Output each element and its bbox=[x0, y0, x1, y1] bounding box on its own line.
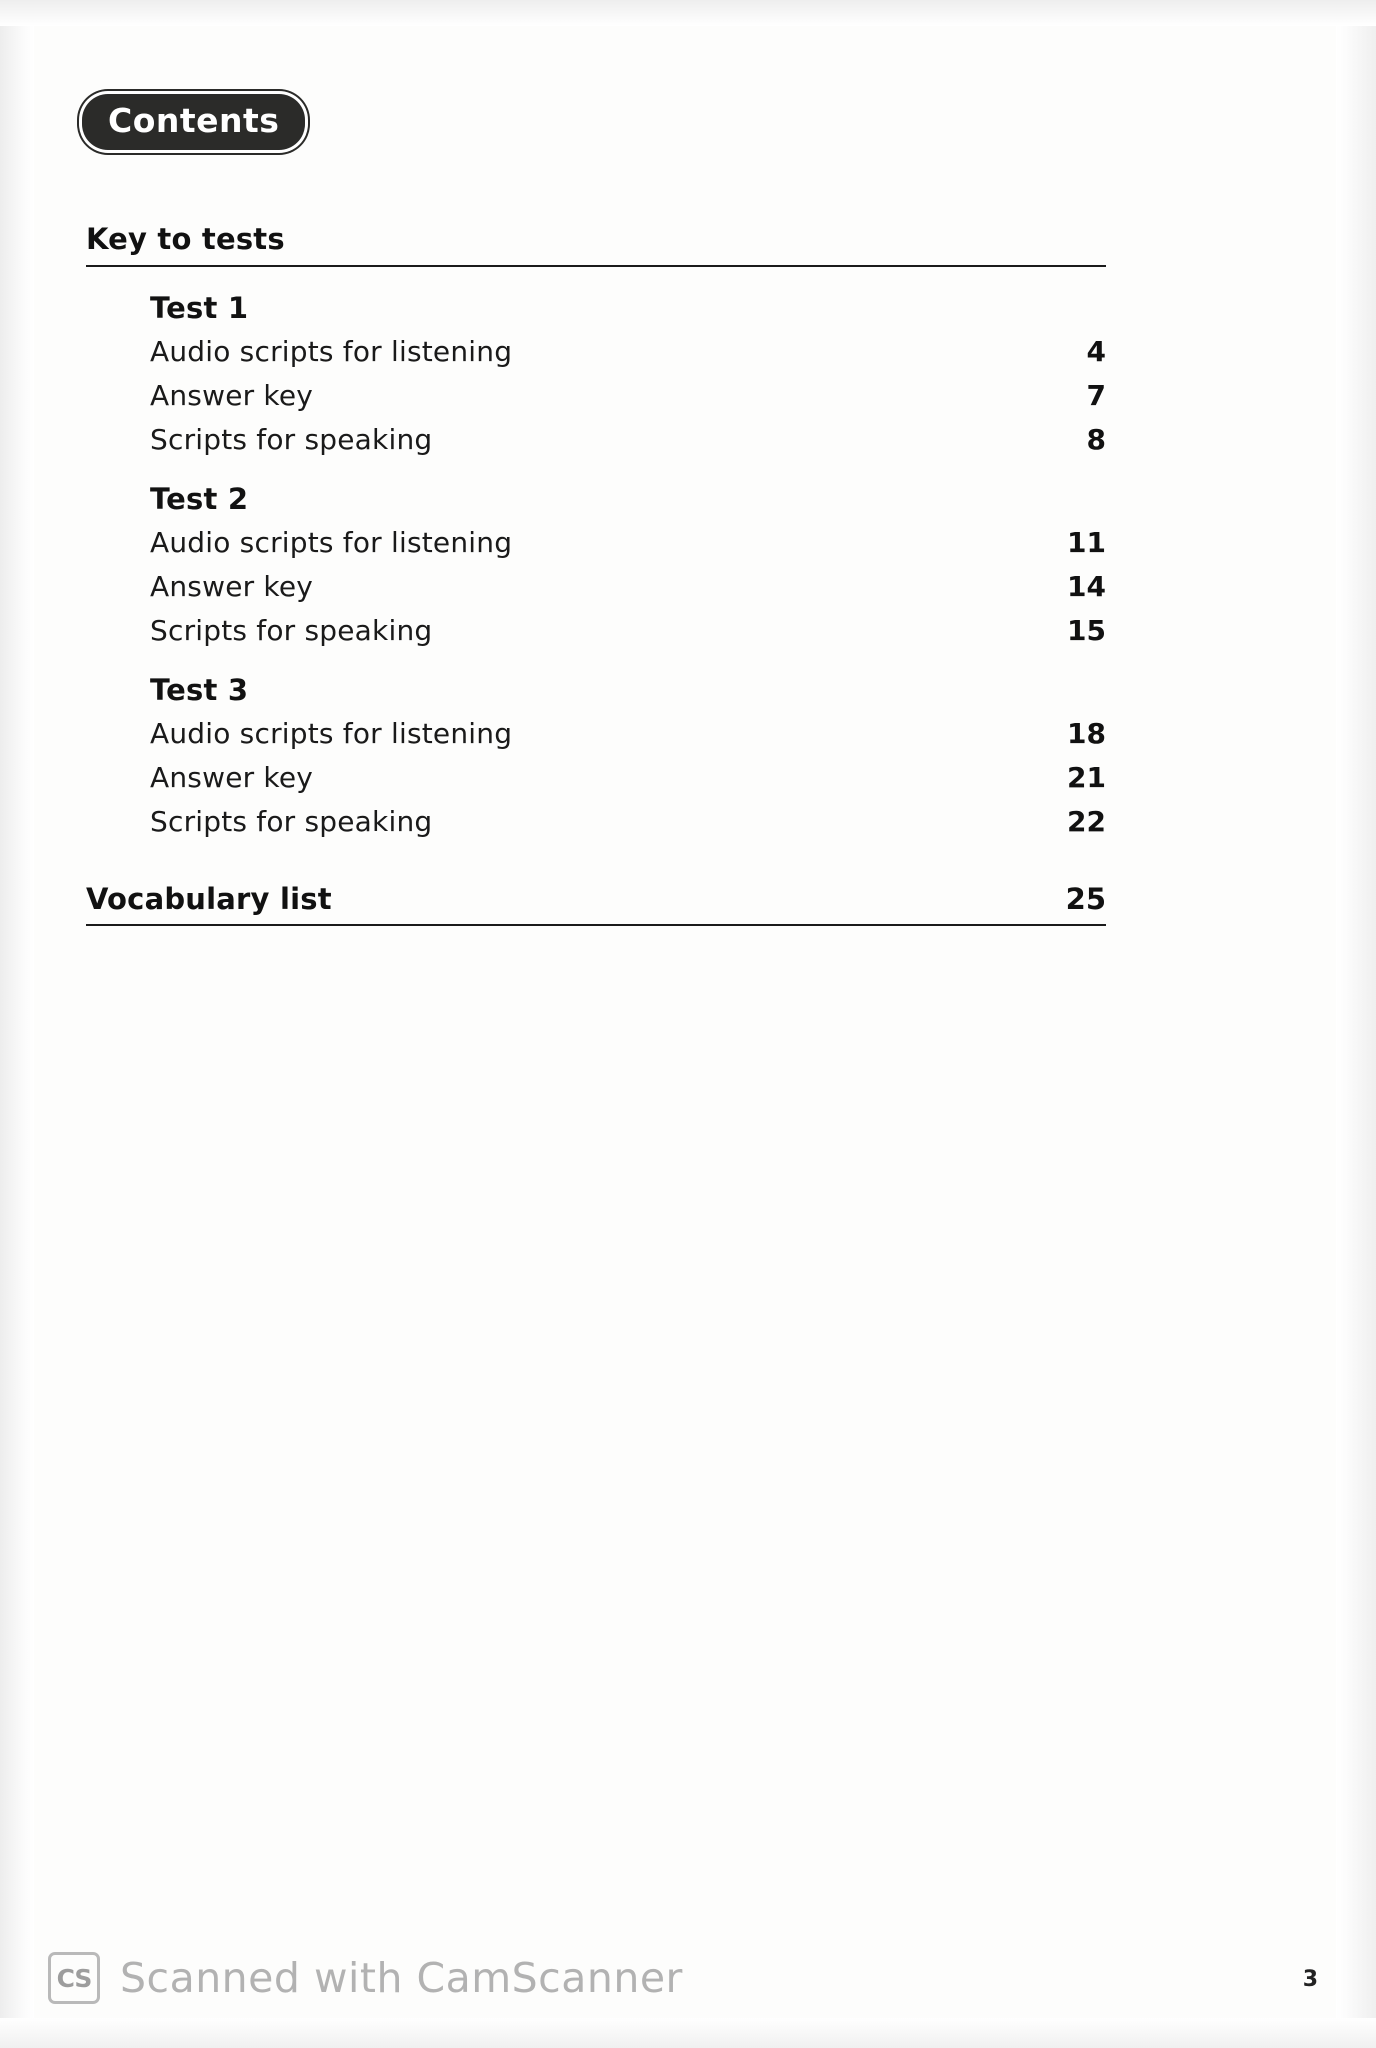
scan-edge-left bbox=[0, 0, 34, 2048]
toc-entry-page: 11 bbox=[1067, 526, 1106, 559]
table-of-contents bbox=[86, 222, 1106, 926]
toc-entry-vocabulary-list[interactable] bbox=[86, 882, 1106, 926]
scan-edge-top bbox=[0, 0, 1376, 26]
toc-entry-page: 8 bbox=[1086, 423, 1106, 456]
toc-entry-label: Answer key bbox=[150, 379, 314, 412]
toc-entry-page: 22 bbox=[1067, 805, 1106, 838]
scan-edge-right bbox=[1336, 0, 1376, 2048]
contents-badge: Contents bbox=[82, 94, 305, 150]
toc-entry-label: Vocabulary list bbox=[86, 882, 332, 916]
toc-entry-page: 4 bbox=[1086, 335, 1106, 368]
camscanner-watermark-text: Scanned with CamScanner bbox=[120, 1954, 683, 2002]
toc-entry-label: Answer key bbox=[150, 570, 314, 603]
toc-entry[interactable] bbox=[150, 526, 1106, 559]
toc-group-test-1 bbox=[86, 291, 1106, 456]
toc-entry-label: Audio scripts for listening bbox=[150, 335, 513, 368]
camscanner-watermark bbox=[48, 1952, 683, 2004]
toc-entry[interactable] bbox=[150, 761, 1106, 794]
toc-entry-label: Scripts for speaking bbox=[150, 423, 433, 456]
section-title-key-to-tests: Key to tests bbox=[86, 222, 1106, 267]
toc-entry-label: Answer key bbox=[150, 761, 314, 794]
toc-entry-label: Scripts for speaking bbox=[150, 614, 433, 647]
toc-group-title: Test 3 bbox=[150, 673, 249, 707]
toc-entry[interactable] bbox=[150, 379, 1106, 412]
toc-entry-label: Audio scripts for listening bbox=[150, 717, 513, 750]
toc-entry-page: 14 bbox=[1067, 570, 1106, 603]
toc-entry[interactable] bbox=[150, 717, 1106, 750]
toc-entry[interactable] bbox=[150, 335, 1106, 368]
camscanner-logo-icon: CS bbox=[48, 1952, 100, 2004]
toc-entry-page: 7 bbox=[1086, 379, 1106, 412]
toc-entry-page: 25 bbox=[1065, 882, 1106, 916]
toc-entry-page: 18 bbox=[1067, 717, 1106, 750]
toc-entry-page: 21 bbox=[1067, 761, 1106, 794]
toc-entry-label: Audio scripts for listening bbox=[150, 526, 513, 559]
toc-entry[interactable] bbox=[150, 423, 1106, 456]
page-number: 3 bbox=[1302, 1967, 1318, 1992]
toc-group-test-3 bbox=[86, 673, 1106, 838]
toc-entry[interactable] bbox=[150, 570, 1106, 603]
toc-entry-page: 15 bbox=[1067, 614, 1106, 647]
toc-group-title: Test 1 bbox=[150, 291, 249, 325]
toc-entry[interactable] bbox=[150, 805, 1106, 838]
toc-entry[interactable] bbox=[150, 614, 1106, 647]
scan-edge-bottom bbox=[0, 2018, 1376, 2048]
toc-group-test-2 bbox=[86, 482, 1106, 647]
toc-entry-label: Scripts for speaking bbox=[150, 805, 433, 838]
toc-group-title: Test 2 bbox=[150, 482, 249, 516]
